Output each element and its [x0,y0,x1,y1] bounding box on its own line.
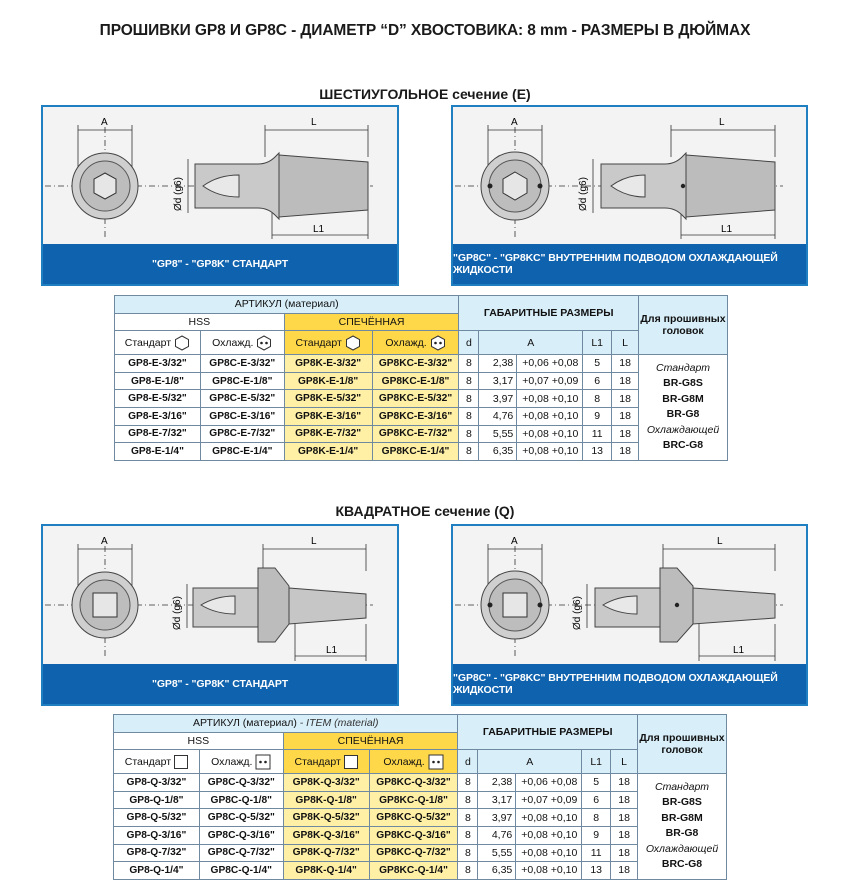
hss-header: HSS [115,313,285,331]
value-l: 18 [612,443,639,461]
item-hss-cooled: GP8C-E-1/4" [200,443,284,461]
item-sintered-standard: GP8K-E-5/32" [284,390,372,408]
value-l1: 8 [583,390,612,408]
square-section-heading: КВАДРАТНОЕ сечение (Q) [335,503,515,519]
value-l: 18 [611,791,638,809]
item-hss-standard: GP8-Q-1/4" [114,862,200,880]
table-row [114,844,727,862]
square-cooled-icon [255,754,271,770]
dim-d-label: Ød (g6) [572,596,583,630]
value-d: 8 [458,862,478,880]
item-hss-standard: GP8-Q-1/8" [114,791,200,809]
value-d: 8 [459,355,479,373]
square-cooled-banner: "GP8C" - "GP8KC" ВНУТРЕННИМ ПОДВОДОМ ОХЛАЖДАЮЩЕЙ ЖИДКОСТИ [453,664,806,704]
dim-a-label: A [511,536,518,547]
item-hss-standard: GP8-E-7/32" [115,425,201,443]
hex-section-heading: ШЕСТИУГОЛЬНОЕ сечение (E) [319,86,531,102]
value-a-tolerance: +0,07 +0,09 [517,372,583,390]
col-a-header: A [479,331,583,355]
value-a: 3,97 [479,390,517,408]
item-hss-standard: GP8-E-1/4" [115,443,201,461]
page-title: ПРОШИВКИ GP8 И GP8C - ДИАМЕТР “D” ХВОСТОВИКА: 8 mm - РАЗМЕРЫ В ДЮЙМАХ [99,22,751,39]
item-sintered-cooled: GP8KC-Q-1/4" [369,862,458,880]
heads-header: Для прошивных головок [638,715,727,774]
dim-l-label: L [311,536,317,547]
head-model: BR-G8 [665,827,699,840]
value-a-tolerance: +0,08 +0,10 [516,862,582,880]
table-row [114,862,727,880]
item-hss-cooled: GP8C-Q-3/32" [199,774,283,792]
value-d: 8 [458,774,478,792]
square-icon [174,755,188,769]
item-sintered-standard: GP8K-Q-1/8" [283,791,369,809]
dim-l1-label: L1 [313,224,325,235]
hex-standard-drawing [41,105,399,286]
value-l1: 5 [583,355,612,373]
item-sintered-cooled: GP8KC-E-1/8" [372,372,459,390]
dim-a-label: A [101,117,108,128]
value-a: 2,38 [478,774,516,792]
hexagon-icon [345,335,361,351]
value-a: 5,55 [478,844,516,862]
col-a-header: A [478,750,582,774]
col-l1-header: L1 [583,331,612,355]
item-sintered-standard: GP8K-Q-7/32" [283,844,369,862]
head-model: BR-G8M [661,811,703,824]
hexagon-icon [174,335,190,351]
value-l: 18 [612,372,639,390]
value-a-tolerance: +0,07 +0,09 [516,791,582,809]
value-a-tolerance: +0,06 +0,08 [517,355,583,373]
item-hss-standard: GP8-E-5/32" [115,390,201,408]
value-a-tolerance: +0,06 +0,08 [516,774,582,792]
dim-l-label: L [719,117,725,128]
square-cooled-icon [428,754,444,770]
dim-l1-label: L1 [721,224,733,235]
table-row [115,355,728,373]
dim-l-label: L [717,536,723,547]
dim-a-label: A [101,536,108,547]
hss-standard-header: Стандарт [114,750,200,774]
item-sintered-standard: GP8K-Q-5/32" [283,809,369,827]
hex-standard-tool-drawing [43,107,397,247]
item-sintered-standard: GP8K-E-1/8" [284,372,372,390]
heads-list [638,774,727,880]
item-hss-standard: GP8-Q-3/32" [114,774,200,792]
value-a: 3,97 [478,809,516,827]
hss-header: HSS [114,732,284,750]
head-model: BR-G8S [662,796,702,809]
head-model: BR-G8S [663,377,703,390]
item-sintered-cooled: GP8KC-E-1/4" [372,443,459,461]
heads-header: Для прошивных головок [639,296,728,355]
item-hss-standard: GP8-Q-3/16" [114,826,200,844]
value-l1: 13 [582,862,611,880]
value-l: 18 [611,862,638,880]
value-a-tolerance: +0,08 +0,10 [517,390,583,408]
hss-cooled-header: Охлажд. [200,331,284,355]
value-a: 3,17 [478,791,516,809]
col-d-header: d [458,750,478,774]
value-l: 18 [612,390,639,408]
value-d: 8 [459,407,479,425]
value-d: 8 [459,425,479,443]
item-hss-cooled: GP8C-Q-3/16" [199,826,283,844]
item-sintered-cooled: GP8KC-E-3/32" [372,355,459,373]
value-l: 18 [611,826,638,844]
item-sintered-standard: GP8K-E-1/4" [284,443,372,461]
sintered-cooled-header: Охлажд. [372,331,459,355]
value-d: 8 [458,844,478,862]
col-l-header: L [612,331,639,355]
table-row [114,774,727,792]
item-hss-cooled: GP8C-E-7/32" [200,425,284,443]
value-l: 18 [611,774,638,792]
table-row [115,407,728,425]
value-a-tolerance: +0,08 +0,10 [517,443,583,461]
hexagon-cooled-icon [430,335,446,351]
square-cooled-drawing [451,524,808,706]
value-l1: 6 [583,372,612,390]
sintered-cooled-header: Охлажд. [369,750,458,774]
item-sintered-cooled: GP8KC-E-3/16" [372,407,459,425]
hex-standard-banner: "GP8" - "GP8K" СТАНДАРТ [43,244,397,284]
value-l1: 6 [582,791,611,809]
item-hss-cooled: GP8C-E-3/16" [200,407,284,425]
hex-cooled-banner: "GP8C" - "GP8KC" ВНУТРЕННИМ ПОДВОДОМ ОХЛАЖДАЮЩЕЙ ЖИДКОСТИ [453,244,806,284]
sintered-standard-header: Стандарт [283,750,369,774]
value-d: 8 [459,390,479,408]
hex-cooled-tool-drawing [453,107,806,247]
value-d: 8 [459,443,479,461]
value-a-tolerance: +0,08 +0,10 [516,844,582,862]
item-hss-cooled: GP8C-E-1/8" [200,372,284,390]
col-l1-header: L1 [582,750,611,774]
head-model: BR-G8 [666,408,700,421]
dim-l1-label: L1 [733,645,745,656]
sintered-standard-header: Стандарт [284,331,372,355]
hex-cooled-drawing [451,105,808,286]
head-model: BR-G8M [662,392,704,405]
item-sintered-cooled: GP8KC-E-7/32" [372,425,459,443]
value-l1: 9 [582,826,611,844]
table-row [114,791,727,809]
col-d-header: d [459,331,479,355]
heads-standard-label: Стандарт [655,361,711,374]
value-l1: 5 [582,774,611,792]
value-l1: 9 [583,407,612,425]
item-hss-cooled: GP8C-Q-7/32" [199,844,283,862]
value-l1: 13 [583,443,612,461]
head-model: BRC-G8 [662,439,704,452]
value-l: 18 [612,425,639,443]
value-d: 8 [458,809,478,827]
value-a: 6,35 [478,862,516,880]
table-row [114,809,727,827]
value-a: 6,35 [479,443,517,461]
item-hss-cooled: GP8C-Q-1/8" [199,791,283,809]
square-standard-banner: "GP8" - "GP8K" СТАНДАРТ [43,664,397,704]
hss-cooled-header: Охлажд. [199,750,283,774]
item-sintered-standard: GP8K-Q-3/32" [283,774,369,792]
table-row [115,372,728,390]
item-sintered-standard: GP8K-E-3/32" [284,355,372,373]
value-l: 18 [611,809,638,827]
item-hss-standard: GP8-E-1/8" [115,372,201,390]
value-a-tolerance: +0,08 +0,10 [516,809,582,827]
dim-l1-label: L1 [326,645,338,656]
article-header: АРТИКУЛ (материал) - ITEM (material) [114,715,458,733]
item-sintered-cooled: GP8KC-Q-1/8" [369,791,458,809]
value-a: 4,76 [479,407,517,425]
value-d: 8 [458,791,478,809]
dim-l-label: L [311,117,317,128]
value-a-tolerance: +0,08 +0,10 [517,425,583,443]
item-hss-standard: GP8-E-3/16" [115,407,201,425]
square-standard-tool-drawing [43,526,397,666]
table-row [114,826,727,844]
item-sintered-cooled: GP8KC-Q-3/32" [369,774,458,792]
heads-cooled-label: Охлаждающей [645,842,719,855]
hexagon-cooled-icon [256,335,272,351]
item-sintered-cooled: GP8KC-Q-7/32" [369,844,458,862]
value-l: 18 [612,407,639,425]
value-a: 3,17 [479,372,517,390]
heads-standard-label: Стандарт [654,780,710,793]
item-sintered-cooled: GP8KC-Q-3/16" [369,826,458,844]
square-cooled-tool-drawing [453,526,806,666]
item-hss-cooled: GP8C-E-5/32" [200,390,284,408]
article-header-item: - ITEM (material) [296,717,379,730]
square-table [113,714,727,880]
sintered-header: СПЕЧЁННАЯ [283,732,458,750]
item-hss-cooled: GP8C-Q-1/4" [199,862,283,880]
table-row [115,443,728,461]
value-a-tolerance: +0,08 +0,10 [516,826,582,844]
sintered-header: СПЕЧЁННАЯ [284,313,459,331]
item-sintered-standard: GP8K-Q-3/16" [283,826,369,844]
item-hss-cooled: GP8C-Q-5/32" [199,809,283,827]
heads-cooled-label: Охлаждающей [646,423,720,436]
dim-d-label: Ød (g6) [172,596,183,630]
item-hss-standard: GP8-Q-5/32" [114,809,200,827]
value-l: 18 [612,355,639,373]
value-l1: 8 [582,809,611,827]
item-sintered-standard: GP8K-E-3/16" [284,407,372,425]
square-standard-drawing [41,524,399,706]
item-sintered-cooled: GP8KC-E-5/32" [372,390,459,408]
item-hss-standard: GP8-Q-7/32" [114,844,200,862]
table-row [115,425,728,443]
table-row [115,390,728,408]
item-sintered-standard: GP8K-E-7/32" [284,425,372,443]
dims-header: ГАБАРИТНЫЕ РАЗМЕРЫ [459,296,639,331]
head-model: BRC-G8 [661,858,703,871]
article-header: АРТИКУЛ (материал) [115,296,459,314]
col-l-header: L [611,750,638,774]
value-l: 18 [611,844,638,862]
item-hss-cooled: GP8C-E-3/32" [200,355,284,373]
value-a: 4,76 [478,826,516,844]
dim-d-label: Ød (g6) [173,177,184,211]
item-sintered-cooled: GP8KC-Q-5/32" [369,809,458,827]
item-sintered-standard: GP8K-Q-1/4" [283,862,369,880]
dims-header: ГАБАРИТНЫЕ РАЗМЕРЫ [458,715,638,750]
hss-standard-header: Стандарт [115,331,201,355]
value-l1: 11 [582,844,611,862]
value-d: 8 [459,372,479,390]
value-a: 2,38 [479,355,517,373]
hex-table [114,295,728,461]
square-icon [344,755,358,769]
item-hss-standard: GP8-E-3/32" [115,355,201,373]
value-l1: 11 [583,425,612,443]
dim-a-label: A [511,117,518,128]
dim-d-label: Ød (g6) [578,177,589,211]
value-d: 8 [458,826,478,844]
value-a: 5,55 [479,425,517,443]
heads-list [639,355,728,461]
value-a-tolerance: +0,08 +0,10 [517,407,583,425]
